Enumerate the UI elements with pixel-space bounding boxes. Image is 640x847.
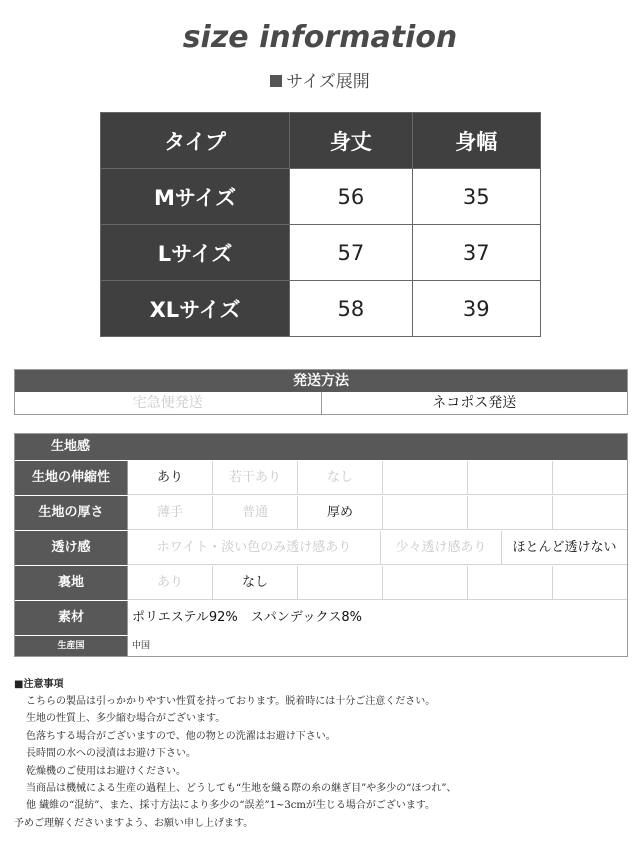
subtitle-text: サイズ展開 (286, 72, 370, 92)
origin-value: 中国 (132, 641, 151, 651)
empty-cell (553, 461, 627, 495)
empty-cell (383, 461, 468, 495)
size-label: Mサイズ (101, 169, 290, 225)
sheer-option-light-colors: ホワイト・淡い色のみ透け感あり (128, 531, 381, 565)
thickness-label: 生地の厚さ (15, 496, 128, 530)
note-line: 乾燥機のご使用はお避けください。 (26, 765, 186, 777)
empty-cell (553, 566, 627, 600)
stretch-label: 生地の伸縮性 (15, 461, 128, 495)
lining-option-yes: あり (128, 566, 213, 600)
sheer-option-slight: 少々透け感あり (381, 531, 502, 565)
notes-title: ■注意事項 (14, 679, 64, 690)
fabric-heading: 生地感 (15, 434, 627, 460)
stretch-option-none: なし (298, 461, 383, 495)
table-row (101, 281, 541, 337)
table-row (15, 530, 627, 565)
note-line: 生地の性質上、多少縮む場合がございます。 (26, 713, 226, 725)
lining-label: 裏地 (15, 566, 128, 600)
header-type: タイプ (101, 113, 290, 169)
section-subtitle (0, 67, 640, 92)
note-line: 長時間の水への浸漬はお避け下さい。 (26, 748, 196, 760)
stretch-option-yes: あり (128, 461, 213, 495)
shipping-option-takkyubin: 宅急便発送 (15, 392, 322, 414)
note-line: 当商品は機械による生産の過程上、どうしても“生地を織る際の糸の継ぎ目”や多少の“ほつれ”、 (26, 782, 457, 794)
material-value: ポリエステル92% スパンデックス8% (132, 610, 362, 625)
material-label: 素材 (15, 601, 128, 635)
shipping-heading: 発送方法 (15, 370, 627, 392)
width-value: 39 (412, 281, 540, 337)
size-table (100, 112, 541, 337)
width-value: 35 (412, 169, 540, 225)
shipping-options (15, 392, 627, 414)
thickness-option-thick: 厚め (298, 496, 383, 530)
table-row (15, 600, 627, 635)
empty-cell (383, 566, 468, 600)
empty-cell (468, 496, 553, 530)
empty-cell (553, 496, 627, 530)
table-row (15, 565, 627, 600)
page-title: size information (182, 20, 458, 55)
note-line: 色落ちする場合がございますので、他の物との洗濯はお避け下さい。 (26, 730, 336, 742)
empty-cell (468, 461, 553, 495)
size-label: Lサイズ (101, 225, 290, 281)
origin-label: 生産国 (15, 636, 128, 656)
length-value: 58 (290, 281, 412, 337)
sheer-label: 透け感 (15, 531, 128, 565)
header-width: 身幅 (412, 113, 540, 169)
table-row (15, 495, 627, 530)
note-line: 予めご理解くださいますよう、お願い申し上げます。 (14, 817, 254, 829)
shipping-method-box (14, 369, 628, 415)
size-table-header-row (101, 113, 541, 169)
table-row (15, 635, 627, 656)
length-value: 57 (290, 225, 412, 281)
notes-section (14, 676, 626, 832)
note-line: 他 繊維の“混紡”、また、採寸方法により多少の“誤差”1~3cmが生じる場合がございます。 (26, 800, 436, 812)
lining-option-no: なし (213, 566, 298, 600)
shipping-option-nekopos: ネコポス発送 (432, 395, 517, 411)
thickness-option-normal: 普通 (213, 496, 298, 530)
table-row (101, 225, 541, 281)
fabric-table (14, 433, 628, 657)
square-bullet-icon (270, 75, 282, 87)
table-row (15, 460, 627, 495)
width-value: 37 (412, 225, 540, 281)
empty-cell (383, 496, 468, 530)
size-label: XLサイズ (101, 281, 290, 337)
empty-cell (298, 566, 383, 600)
header-length: 身丈 (290, 113, 412, 169)
stretch-option-slight: 若干あり (213, 461, 298, 495)
empty-cell (468, 566, 553, 600)
length-value: 56 (290, 169, 412, 225)
note-line: こちらの製品は引っかかりやすい性質を持っております。脱着時には十分ご注意ください。 (26, 696, 436, 707)
thickness-option-thin: 薄手 (128, 496, 213, 530)
sheer-option-hardly: ほとんど透けない (502, 531, 627, 565)
table-row (101, 169, 541, 225)
